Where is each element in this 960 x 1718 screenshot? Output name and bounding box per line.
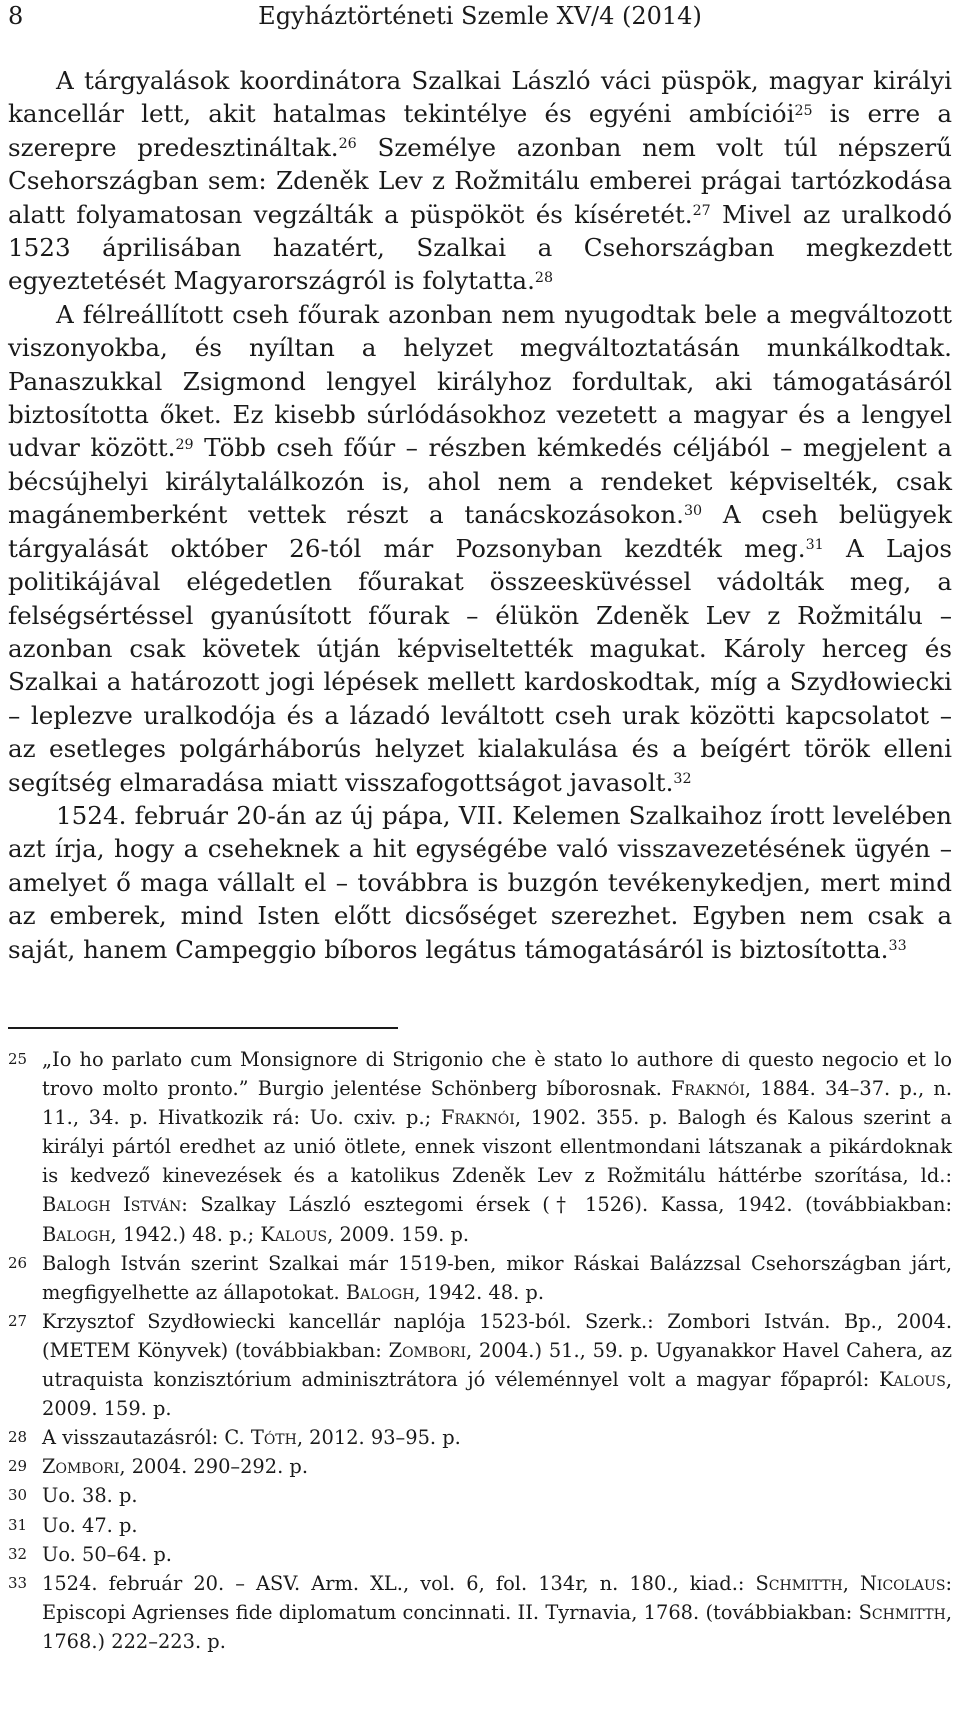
footnote-text: 1524. február 20. – ASV. Arm. XL., vol. 6, fol. 134r, n. 180., kiad.: bbox=[42, 1571, 756, 1595]
body-paragraph bbox=[8, 298, 952, 799]
footnote-reference: 32 bbox=[673, 770, 692, 787]
author-name: Kalous bbox=[879, 1368, 946, 1392]
paragraph-text: Több cseh főúr – részben kémkedés céljából – megjelent a bécsújhelyi királytalálkozón is, ahol nem a rendeket képviselték, csak magánemberként vettek részt a tanácskozásokon. bbox=[8, 433, 952, 530]
footnote bbox=[8, 1540, 952, 1569]
footnote-text: „Io ho parlato cum Monsignore di Strigonio che è stato lo authore di questo negocio et lo trovo molto pronto.” Burgio jelentése Schönberg bíborosnak. bbox=[42, 1048, 952, 1101]
footnote bbox=[8, 1569, 952, 1656]
footnote-number: 33 bbox=[8, 1573, 28, 1592]
paragraph-text: A félreállított cseh főurak azonban nem nyugodtak bele a megváltozott viszonyokba, és nyíltan a helyzet megváltoztatásán munkálkodtak. Panaszukkal Zsigmond lengyel királyhoz fordultak, aki támogatásáról biztosította őket. Ez kisebb súrlódásokhoz vezetett a magyar és a lengyel udvar között. bbox=[8, 299, 952, 463]
body-paragraph bbox=[8, 64, 952, 298]
page-number: 8 bbox=[8, 2, 24, 30]
paragraph-text: A Lajos politikájával elégedetlen főurakat összeesküvéssel vádolták meg, a felségsértéssel gyanúsított főurak – élükön Zdeněk Lev z Rožmitálu – azonban csak követek útján képviseltették magukat. Károly herceg és Szalkai a határozott jogi lépések mellett kardoskodtak, míg a Szydłowiecki – leplezve uralkodója és a lázadó leváltott cseh urak közötti kapcsolatot – az esetleges polgárháborús helyzet kialakulása és a beígért török elleni segítség elmaradása miatt visszafogottságot javasolt. bbox=[8, 533, 952, 797]
footnote bbox=[8, 1452, 952, 1481]
footnote-text: , 2004. 290–292. p. bbox=[119, 1455, 309, 1479]
body-text bbox=[8, 64, 952, 966]
author-name: Fraknói bbox=[671, 1077, 745, 1101]
author-name: Fraknói bbox=[440, 1106, 515, 1130]
footnote-number: 27 bbox=[8, 1311, 28, 1330]
footnote-text: , 2009. 159. p. bbox=[327, 1222, 470, 1246]
footnote-number: 29 bbox=[8, 1457, 28, 1476]
footnote-reference: 30 bbox=[683, 503, 703, 520]
paragraph-text: Mivel az uralkodó 1523 áprilisában hazatért, Szalkai a Csehországban megkezdett egyeztetését Magyarországról is folytatta. bbox=[8, 199, 952, 296]
author-name: Balogh István bbox=[42, 1193, 182, 1217]
footnote-reference: 27 bbox=[692, 202, 711, 219]
footnote-text: : Episcopi Agrienses fide diplomatum concinnati. II. Tyrnavia, 1768. (továbbiakban: bbox=[42, 1571, 952, 1624]
author-name: Balogh bbox=[42, 1222, 111, 1246]
footnote-reference: 26 bbox=[338, 135, 357, 152]
body-paragraph bbox=[8, 799, 952, 966]
footnote-reference: 28 bbox=[534, 269, 554, 286]
footnote bbox=[8, 1045, 952, 1249]
footnote-text: A visszautazásról: C. bbox=[42, 1426, 251, 1450]
footnote-text: Uo. 38. p. bbox=[42, 1484, 138, 1508]
footnote bbox=[8, 1423, 952, 1452]
footnote bbox=[8, 1249, 952, 1307]
footnote-text: , 2009. 159. p. bbox=[42, 1368, 952, 1421]
footnote-text: , 2004.) 51., 59. p. Ugyanakkor Havel Cahera, az utraquista konzisztórium adminisztrátora jó véleménnyel volt a magyar főpapról: bbox=[42, 1338, 952, 1392]
paragraph-text: 1524. február 20-án az új pápa, VII. Kelemen Szalkaihoz írott levelében azt írja, hogy a cseheknek a hit egységébe való visszavezetésének ügyén – amelyet ő maga vállalt el – továbbra is buzgón tevékenykedjen, mert mind az emberek, mind Isten előtt dicsőséget szerezhet. Egyben nem csak a saját, hanem Campeggio bíboros legátus támogatásáról is biztosította. bbox=[8, 800, 952, 964]
footnote-text: , 1942.) 48. p.; bbox=[110, 1222, 261, 1246]
paragraph-text: is erre a szerepre predesztináltak. bbox=[8, 99, 952, 162]
footnote-text: , 2012. 93–95. p. bbox=[296, 1426, 461, 1450]
paragraph-text: A cseh belügyek tárgyalását október 26-tól már Pozsonyban kezdték meg. bbox=[8, 500, 952, 563]
running-header bbox=[8, 2, 952, 36]
author-name: Balogh bbox=[345, 1280, 415, 1304]
footnote-text: Krzysztof Szydłowiecki kancellár naplója 1523-ból. Szerk.: Zombori István. Bp., 2004. (METEM Könyvek) (továbbiakban: bbox=[42, 1309, 952, 1362]
footnote-reference: 33 bbox=[888, 937, 907, 954]
footnote-text: , 1884. 34–37. p., n. 11., 34. p. Hivatkozik rá: Uo. cxiv. p.; bbox=[42, 1077, 952, 1130]
paragraph-text: A tárgyalások koordinátora Szalkai László váci püspök, magyar királyi kancellár lett, akit hatalmas tekintélye és egyéni ambíciói bbox=[8, 66, 952, 129]
author-name: Zombori bbox=[42, 1455, 120, 1479]
footnote-number: 32 bbox=[8, 1544, 28, 1563]
footnote-text: Uo. 50–64. p. bbox=[42, 1542, 172, 1566]
author-name: Schmitth, Nicolaus bbox=[755, 1571, 946, 1595]
footnote-number: 30 bbox=[8, 1486, 28, 1505]
journal-title: Egyháztörténeti Szemle XV/4 (2014) bbox=[258, 2, 702, 30]
footnote bbox=[8, 1307, 952, 1423]
footnote-text: , 1768.) 222–223. p. bbox=[42, 1600, 952, 1653]
footnote-separator bbox=[8, 1027, 398, 1029]
footnote-reference: 29 bbox=[175, 436, 194, 453]
footnote-reference: 25 bbox=[794, 102, 813, 119]
footnote bbox=[8, 1481, 952, 1510]
footnote-text: , 1942. 48. p. bbox=[414, 1280, 545, 1304]
footnote-number: 26 bbox=[8, 1253, 28, 1272]
footnote-text: Balogh István szerint Szalkai már 1519-ben, mikor Ráskai Balázzsal Csehországban járt, megfigyelhette az állapotokat. bbox=[42, 1251, 952, 1304]
footnote-text: , 1902. 355. p. Balogh és Kalous szerint a királyi pártól eredhet az unió ötlete, ennek viszont ellentmondani látszanak a pikárdoknak is kedvező kinevezések és a katolikus Zdeněk Lev z Rožmitálu háttérbe szorítása, ld.: bbox=[42, 1106, 952, 1188]
author-name: Zombori bbox=[388, 1338, 466, 1362]
author-name: Kalous bbox=[260, 1222, 328, 1246]
footnote-text: : Szalkay László esztegomi érsek († 1526). Kassa, 1942. (továbbiakban: bbox=[181, 1193, 952, 1217]
author-name: Tóth bbox=[250, 1426, 297, 1450]
footnote-reference: 31 bbox=[805, 536, 824, 553]
footnote-number: 25 bbox=[8, 1050, 28, 1068]
footnotes bbox=[8, 1045, 952, 1656]
footnote-number: 31 bbox=[8, 1515, 28, 1534]
footnote bbox=[8, 1511, 952, 1540]
author-name: Schmitth bbox=[858, 1600, 946, 1624]
footnote-text: Uo. 47. p. bbox=[42, 1513, 138, 1537]
footnote-number: 28 bbox=[8, 1428, 28, 1447]
paragraph-text: Személye azonban nem volt túl népszerű Csehországban sem: Zdeněk Lev z Rožmitálu emberei prágai tartózkodása alatt folyamatosan vegzálták a püspököt és kíséretét. bbox=[8, 132, 952, 229]
